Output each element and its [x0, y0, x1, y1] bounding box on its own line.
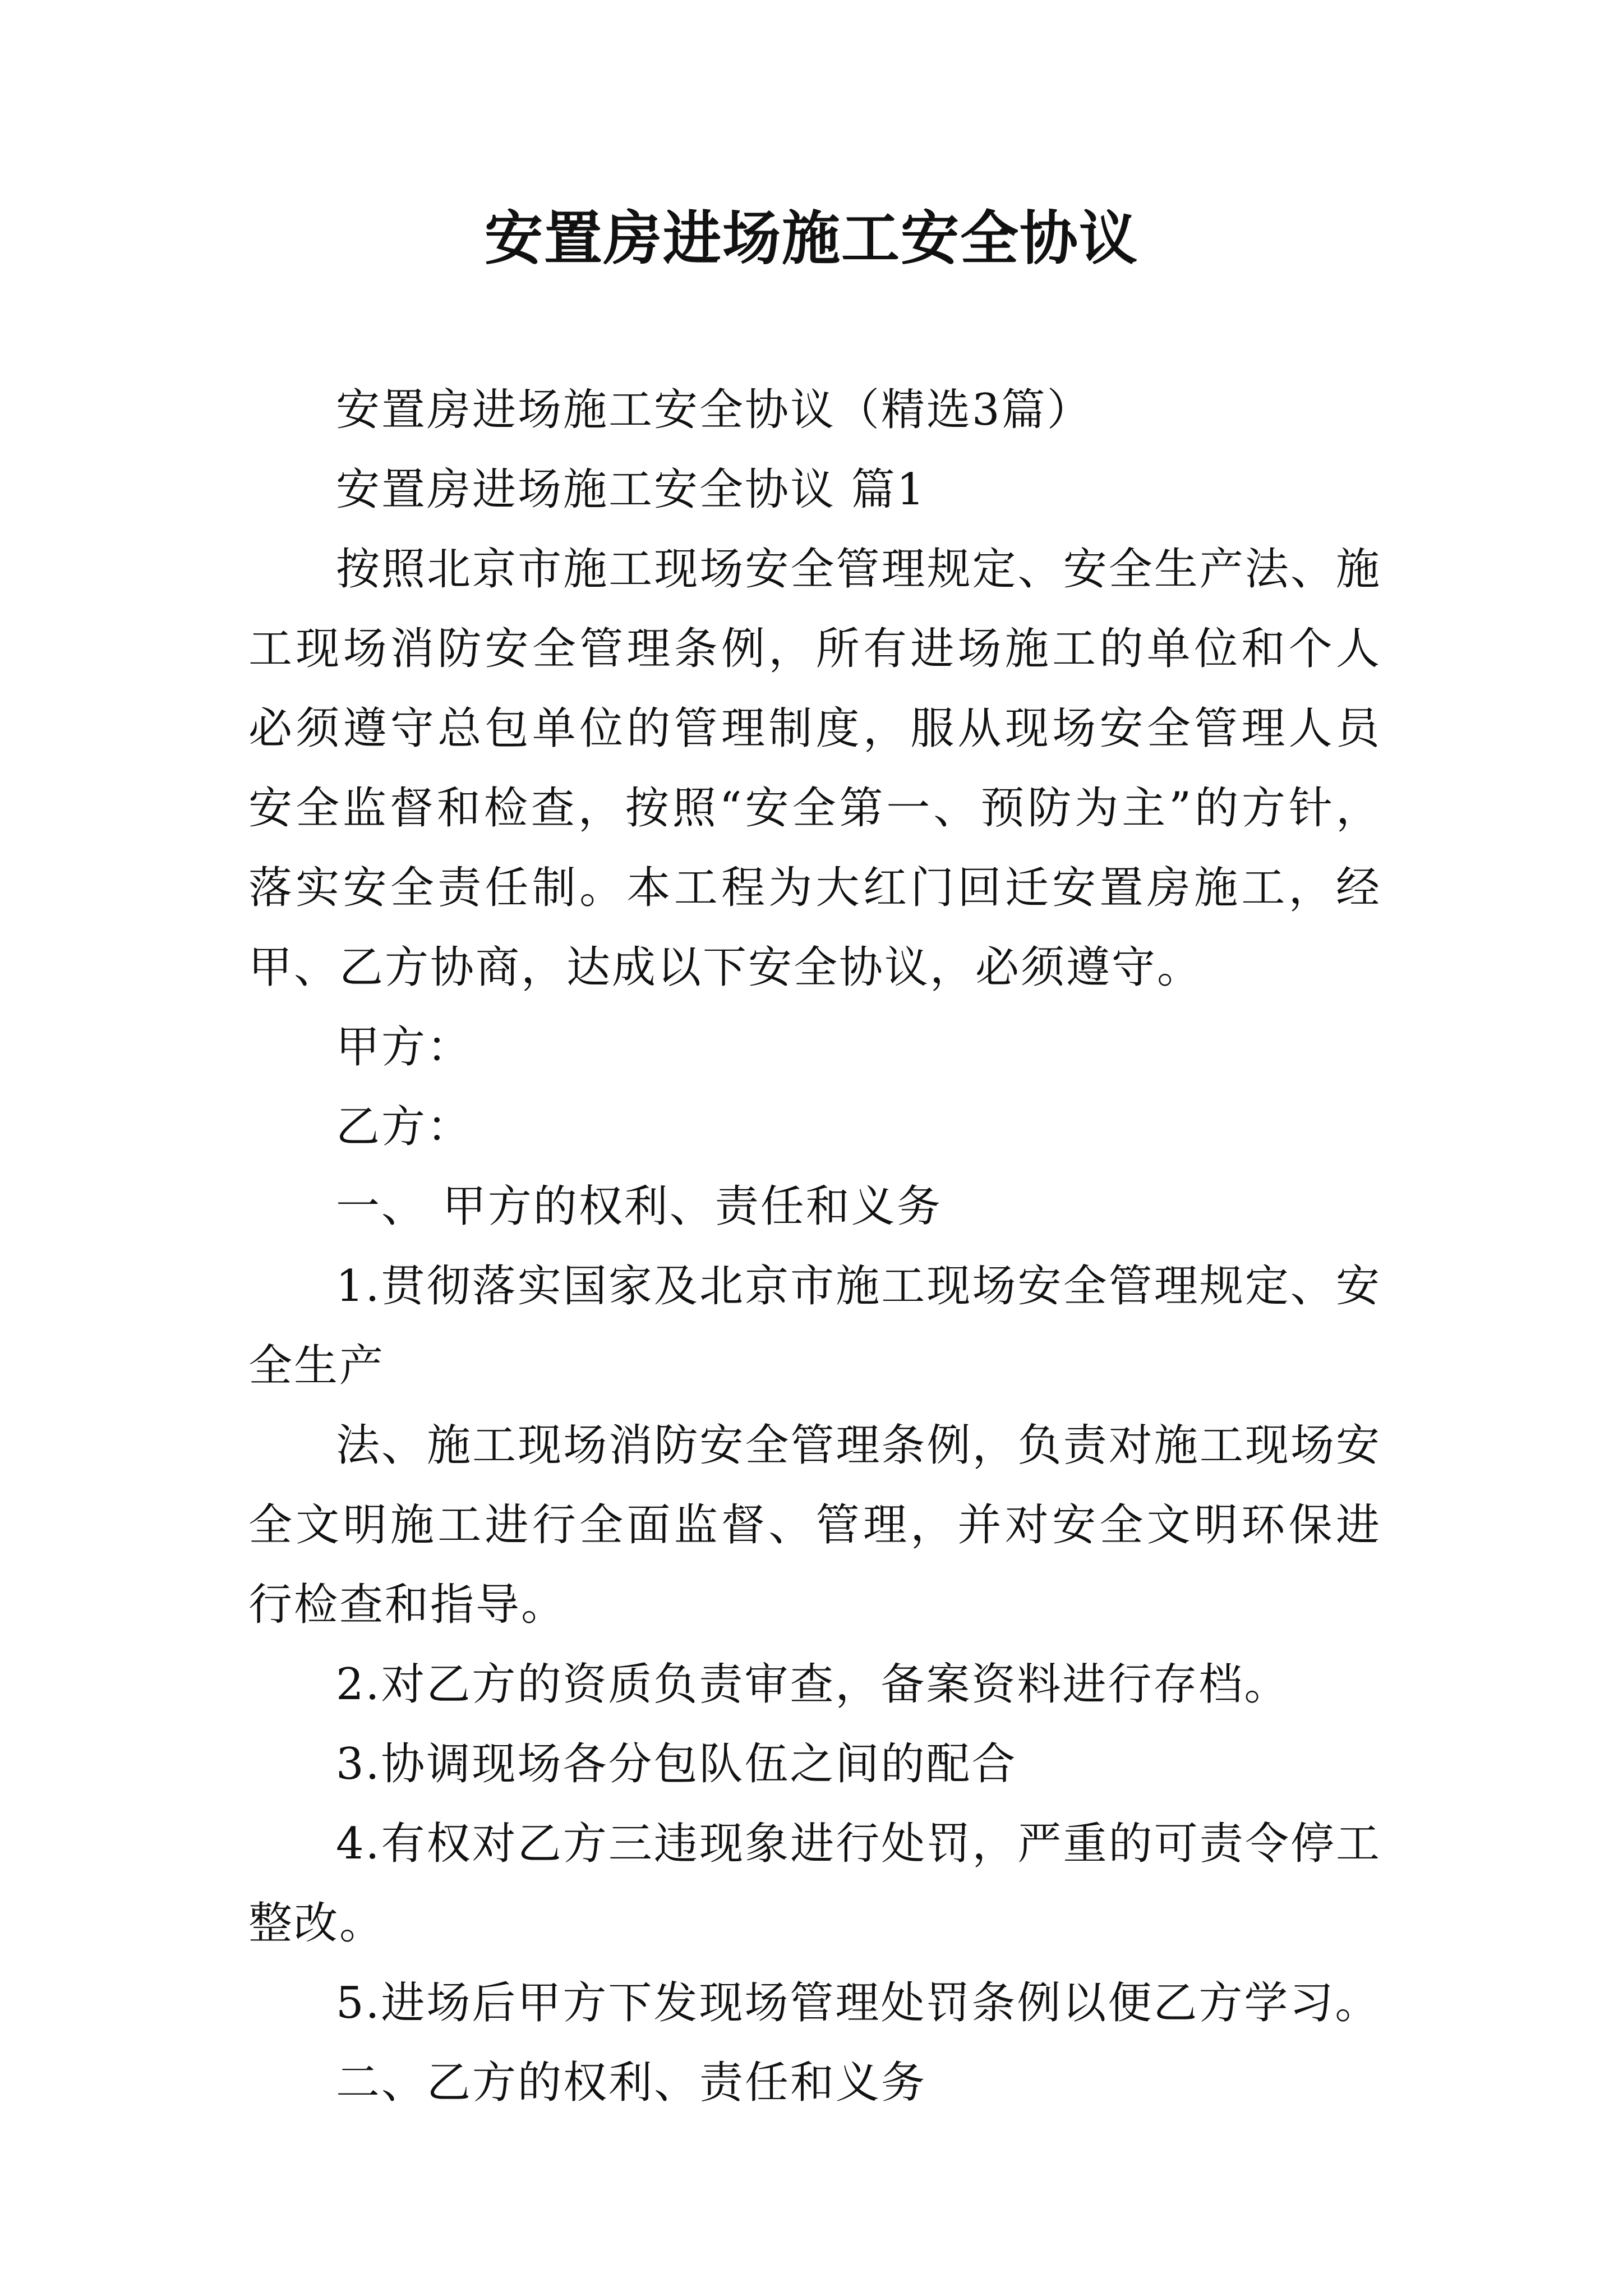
- paragraph-subtitle: 安置房进场施工安全协议（精选3篇）: [336, 385, 1092, 435]
- paragraph-party-a: 甲方：: [336, 1022, 473, 1073]
- clause-4: 4.有权对乙方三违现象进行处罚，严重的可责令停工整改。: [248, 1819, 1381, 1949]
- heading-party-b-rights: 二、乙方的权利、责任和义务: [336, 2058, 927, 2108]
- heading-party-a-rights: 一、 甲方的权利、责任和义务: [336, 1181, 942, 1232]
- document-body: [248, 370, 1381, 2123]
- clause-2: 2.对乙方的资质负责审查，备案资料进行存档。: [336, 1659, 1290, 1710]
- paragraph-party-b: 乙方：: [336, 1102, 473, 1152]
- clause-1-continued: 法、施工现场消防安全管理条例，负责对施工现场安全文明施工进行全面监督、管理，并对安全文明环保进行检查和指导。: [248, 1420, 1381, 1630]
- paragraph-section-heading: 安置房进场施工安全协议 篇1: [336, 464, 926, 515]
- paragraph-intro: 按照北京市施工现场安全管理规定、安全生产法、施工现场消防安全管理条例，所有进场施工的单位和个人必须遵守总包单位的管理制度，服从现场安全管理人员安全监督和检查，按照“安全第一、预防为主”的方针，落实安全责任制。本工程为大红门回迁安置房施工，经甲、乙方协商，达成以下安全协议，必须遵守。: [248, 544, 1381, 993]
- clause-3: 3.协调现场各分包队伍之间的配合: [336, 1739, 1017, 1789]
- document-title: 安置房进场施工安全协议: [484, 204, 1138, 273]
- clause-5: 5.进场后甲方下发现场管理处罚条例以便乙方学习。: [336, 1978, 1381, 2028]
- clause-1-start: 1.贯彻落实国家及北京市施工现场安全管理规定、安全生产: [248, 1261, 1381, 1391]
